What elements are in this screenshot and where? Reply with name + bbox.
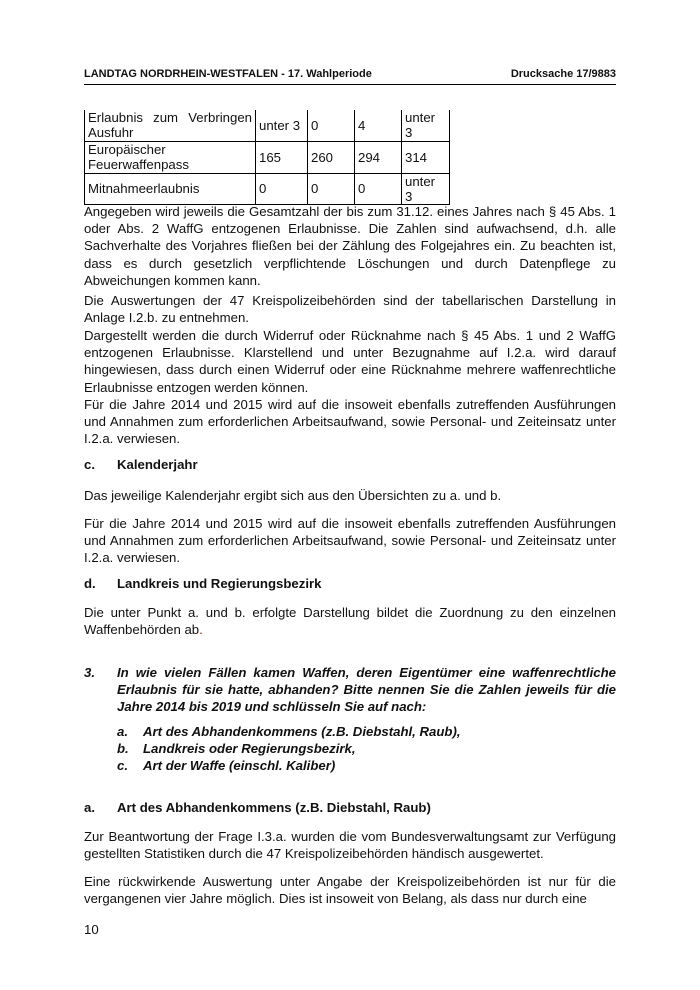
header-left: LANDTAG NORDRHEIN-WESTFALEN - 17. Wahlperiode — [84, 68, 372, 80]
table-row — [85, 173, 450, 204]
table-cell: 4 — [355, 110, 402, 141]
table-cell: unter 3 — [402, 110, 450, 141]
heading-c: c. Kalenderjahr — [84, 457, 198, 472]
question-3: 3. In wie vielen Fällen kamen Waffen, deren Eigentümer eine waffenrechtliche Erlaubnis für sie hatte, abhanden? Bitte nennen Sie die Zahlen jeweils für die Jahre 2014 bis 2019 und schlüsseln Sie auf nach: — [84, 665, 616, 715]
paragraph-2014-2015: Für die Jahre 2014 und 2015 wird auf die insoweit ebenfalls zutreffenden Ausführungen und Annahmen zum erforderlichen Arbeitsaufwand, sowie Personal- und Zeiteinsatz unter I.2.a. verwiesen. — [84, 397, 616, 447]
table-cell: 314 — [402, 141, 450, 173]
table-cell: 0 — [308, 110, 355, 141]
paragraph-retroactive: Eine rückwirkende Auswertung unter Angabe der Kreispolizeibehörden ist nur für die vergangenen vier Jahre möglich. Dies ist insoweit von Belang, als dass nur durch eine — [84, 874, 616, 907]
paragraph-assignment: Die unter Punkt a. und b. erfolgte Darstellung bildet die Zuordnung zu den einzelnen Waffenbehörden ab. — [84, 605, 616, 638]
table-cell: unter 3 — [256, 110, 308, 141]
paragraph-evaluations: Die Auswertungen der 47 Kreispolizeibehörden sind der tabellarischen Darstellung in Anlage I.2.b. zu entnehmen. — [84, 293, 616, 326]
page-header — [84, 68, 616, 80]
paragraph-revocations: Dargestellt werden die durch Widerruf oder Rücknahme nach § 45 Abs. 1 und 2 WaffG entzogenen Erlaubnisse. Klarstellend und unter Bezugnahme auf I.2.a. wird darauf hingewiesen, dass durch einen Widerruf oder eine Rücknahme mehrere waffenrechtliche Erlaubnisse entzogen werden können. — [84, 328, 616, 395]
paragraph-2014-2015-repeat: Für die Jahre 2014 und 2015 wird auf die insoweit ebenfalls zutreffenden Ausführungen und Annahmen zum erforderlichen Arbeitsaufwand, sowie Personal- und Zeiteinsatz unter I.2.a. verwiesen. — [84, 516, 616, 566]
header-rule — [84, 84, 616, 85]
permit-table — [84, 110, 450, 205]
paragraph-statistics: Zur Beantwortung der Frage I.3.a. wurden die vom Bundesverwaltungsamt zur Verfügung gestellten Statistiken durch die 47 Kreispolizeibehörden händisch ausgewertet. — [84, 829, 616, 862]
table-cell: 294 — [355, 141, 402, 173]
table-cell-label: Europäischer Feuerwaffenpass — [85, 141, 256, 173]
question-item-b: b. Landkreis oder Regierungsbezirk, — [117, 741, 356, 756]
question-item-c: c. Art der Waffe (einschl. Kaliber) — [117, 758, 336, 773]
table-cell: 165 — [256, 141, 308, 173]
table-cell: unter 3 — [402, 173, 450, 204]
heading-a: a. Art des Abhandenkommens (z.B. Diebstahl, Raub) — [84, 800, 431, 815]
table-row — [85, 141, 450, 173]
table-cell-label: Erlaubnis zum Verbringen Ausfuhr — [85, 110, 256, 141]
table-cell-label: Mitnahmeerlaubnis — [85, 173, 256, 204]
table-cell: 260 — [308, 141, 355, 173]
table-cell: 0 — [355, 173, 402, 204]
paragraph-calendar-year: Das jeweilige Kalenderjahr ergibt sich aus den Übersichten zu a. und b. — [84, 488, 502, 503]
heading-d: d. Landkreis und Regierungsbezirk — [84, 576, 322, 591]
header-right: Drucksache 17/9883 — [510, 68, 616, 80]
page-number: 10 — [84, 922, 99, 937]
question-item-a: a. Art des Abhandenkommens (z.B. Diebstahl, Raub), — [117, 724, 461, 739]
paragraph-totals: Angegeben wird jeweils die Gesamtzahl der bis zum 31.12. eines Jahres nach § 45 Abs. 1 oder Abs. 2 WaffG entzogenen Erlaubnisse. Die Zahlen sind aufwachsend, d.h. alle Sachverhalte des Vorjahres fließen bei der Zählung des Folgejahres ein. Zu beachten ist, dass es durch gesetzlich verpflichtende Löschungen und durch Datenpflege zu Abweichungen kommen kann. — [84, 204, 616, 288]
table-cell: 0 — [256, 173, 308, 204]
table-cell: 0 — [308, 173, 355, 204]
table-row — [85, 110, 450, 141]
